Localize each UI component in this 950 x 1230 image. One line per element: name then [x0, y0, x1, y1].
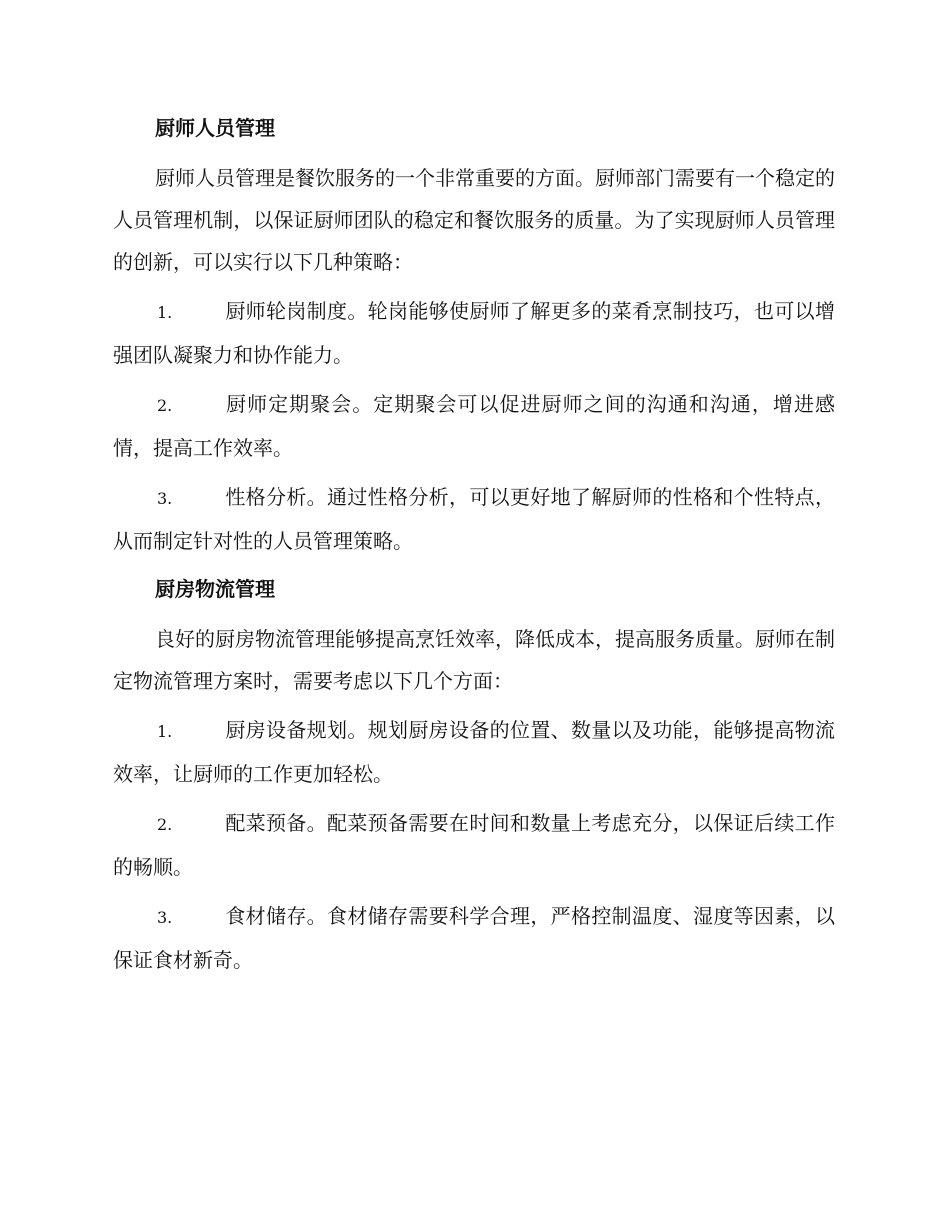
list-item [113, 802, 835, 888]
list-item-text: 性格分析。通过性格分析，可以更好地了解厨师的性格和个性特点，从而制定针对性的人员管理策略。 [113, 485, 835, 553]
list-item-number: 3. [157, 489, 173, 508]
list-item-text: 配菜预备。配菜预备需要在时间和数量上考虑充分，以保证后续工作的畅顺。 [113, 811, 835, 879]
list-item-number: 1. [157, 722, 173, 741]
list-item [113, 709, 835, 795]
list-item-number: 2. [157, 396, 173, 415]
list-item-number: 2. [157, 815, 173, 834]
list-item [113, 476, 835, 562]
document-page [113, 108, 835, 988]
list-item [113, 895, 835, 981]
list-item-number: 3. [157, 908, 173, 927]
section-intro: 良好的厨房物流管理能够提高烹饪效率，降低成本，提高服务质量。厨师在制定物流管理方案时，需要考虑以下几个方面： [113, 627, 835, 693]
list-item-text: 厨师轮岗制度。轮岗能够使厨师了解更多的菜肴烹制技巧，也可以增强团队凝聚力和协作能力。 [113, 299, 835, 367]
section-heading: 厨房物流管理 [155, 577, 275, 601]
section-heading: 厨师人员管理 [155, 116, 275, 140]
list-item-number: 1. [157, 303, 173, 322]
section-kitchen-logistics [113, 569, 835, 981]
list-item [113, 383, 835, 469]
list-item-text: 厨师定期聚会。定期聚会可以促进厨师之间的沟通和沟通，增进感情，提高工作效率。 [113, 392, 835, 460]
section-intro: 厨师人员管理是餐饮服务的一个非常重要的方面。厨师部门需要有一个稳定的人员管理机制，以保证厨师团队的稳定和餐饮服务的质量。为了实现厨师人员管理的创新，可以实行以下几种策略： [113, 166, 835, 274]
list-item [113, 290, 835, 376]
section-chef-staff [113, 108, 835, 562]
list-item-text: 食材储存。食材储存需要科学合理，严格控制温度、湿度等因素，以保证食材新奇。 [113, 904, 835, 972]
list-item-text: 厨房设备规划。规划厨房设备的位置、数量以及功能，能够提高物流效率，让厨师的工作更加轻松。 [113, 718, 835, 786]
